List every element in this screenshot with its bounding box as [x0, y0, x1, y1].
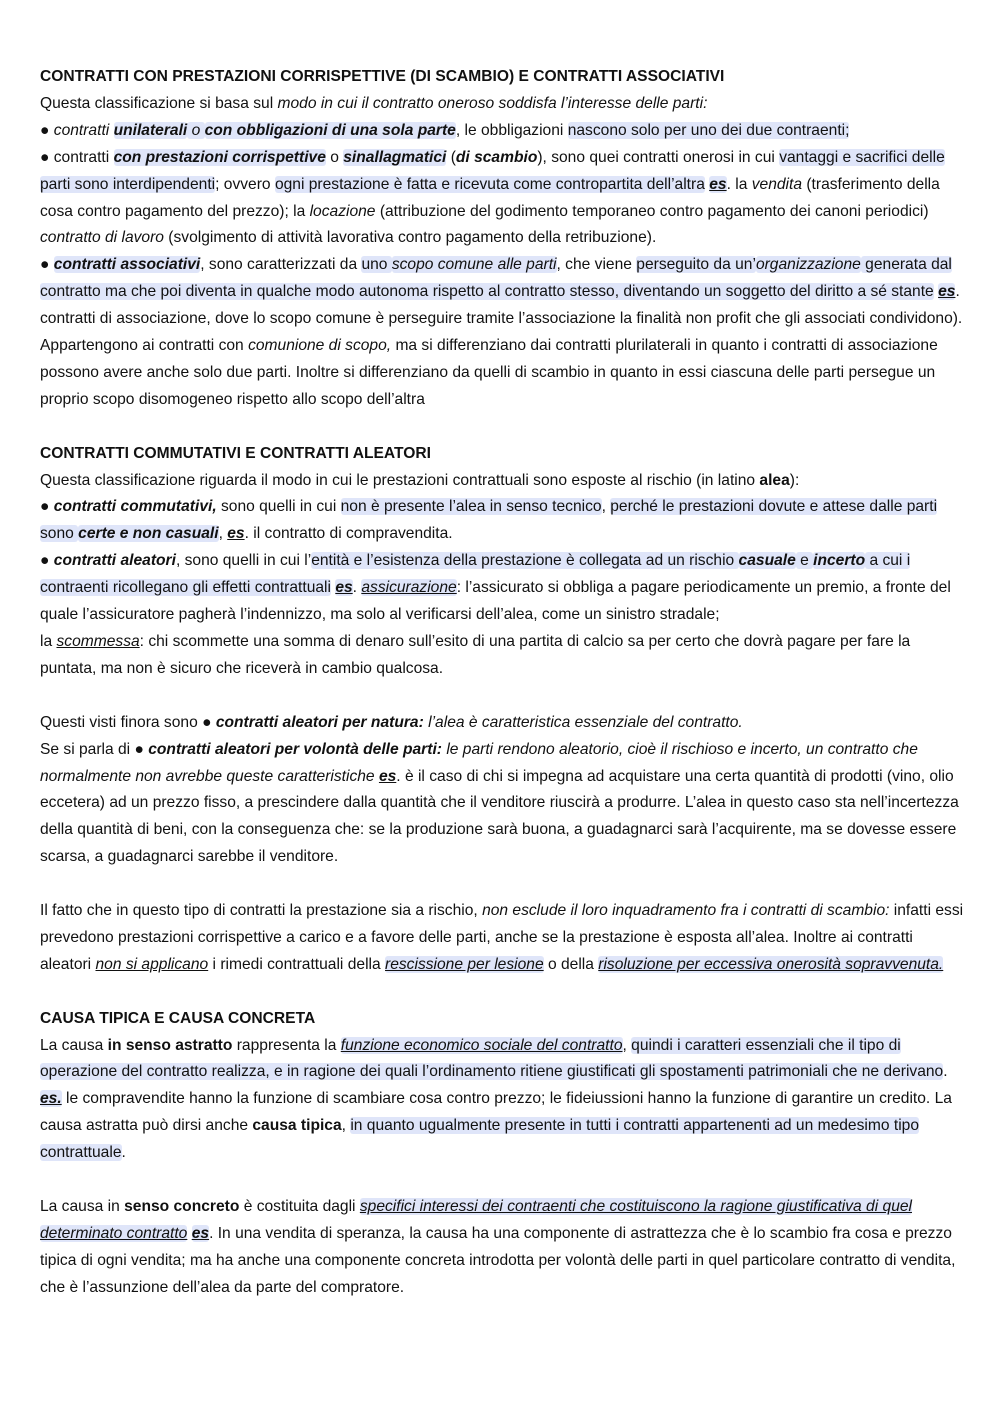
- paragraph-causa-concreta: La causa in senso concreto è costituita dagli specifici interessi dei contraenti che costituiscono la ragione giustificativa di quel determinato contratto es. In una vendita di speranza, la causa ha una componente di astrattezza che è lo scambio fra cosa e prezzo tipica di ogni vendita; ma ha anche una componente concreta introdotta per volontà delle parti in quel particolare contratto di vendita, che è l’assunzione dell’alea da parte del compratore.: [40, 1197, 956, 1296]
- paragraph-scommessa: la scommessa: chi scommette una somma di denaro sull’esito di una partita di calcio sa per certo che dovrà pagare per fare la puntata, ma non è sicuro che riceverà in cambio qualcosa.: [40, 633, 911, 677]
- paragraph-aleatori-per-volonta: Se si parla di ● contratti aleatori per volontà delle parti: le parti rendono aleatorio, cioè il rischioso e incerto, un contratto che normalmente non avrebbe queste caratteristiche es. è il caso di chi si impegna ad acquistare una certa quantità di prodotti (vino, olio eccetera) ad un prezzo fisso, a prescindere dalla quantità che il venditore riuscirà a produrre. L’alea in questo caso sta nell’incertezza della quantità di beni, con la conseguenza che: se la produzione sarà buona, a guadagnarci sarà l’acquirente, ma se dovesse essere scarsa, a guadagnarci sarebbe il venditore.: [40, 740, 959, 866]
- spacer: [40, 414, 965, 441]
- section-title-causa: CAUSA TIPICA E CAUSA CONCRETA: [40, 1009, 316, 1027]
- example-marker: es: [709, 175, 727, 193]
- spacer: [40, 683, 965, 710]
- spacer: [40, 1167, 965, 1194]
- bullet-associativi: ● contratti associativi, sono caratterizzati da uno scopo comune alle parti, che viene perseguito da un’organizzazione generata dal contratto ma che poi diventa in qualche modo autonoma rispetto al contratto stesso, diventando un soggetto del diritto a sé stante es. contratti di associazione, dove lo scopo comune è perseguire tramite l’associazione la finalità non profit che gli associati condividono). Appartengono ai contratti con comunione di scopo, ma si differenziano dai contratti plurilaterali in quanto i contratti di associazione possono avere anche solo due parti. Inoltre si differenziano da quelli di scambio in quanto in essi ciascuna delle parti persegue un proprio scopo disomogeneo rispetto allo scopo dell’altra: [40, 256, 963, 408]
- document-body: [40, 64, 965, 1302]
- bullet-commutativi: ● contratti commutativi, sono quelli in cui non è presente l’alea in senso tecnico, perché le prestazioni dovute e attese dalle parti sono certe e non casuali, es. il contratto di compravendita.: [40, 498, 938, 543]
- spacer: [40, 871, 965, 898]
- paragraph-intro-scambio: Questa classificazione si basa sul modo in cui il contratto oneroso soddisfa l’interesse delle parti:: [40, 94, 708, 112]
- example-marker: es: [191, 1224, 210, 1242]
- bullet-corrispettive: ● contratti con prestazioni corrispettive o sinallagmatici (di scambio), sono quei contratti onerosi in cui vantaggi e sacrifici delle parti sono interdipendenti; ovvero ogni prestazione è fatta e ricevuta come contropartita dell’altra es. la vendita (trasferimento della cosa contro pagamento del prezzo); la locazione (attribuzione del godimento temporaneo contro pagamento dei canoni periodici) contratto di lavoro (svolgimento di attività lavorativa contro pagamento della retribuzione).: [40, 148, 945, 247]
- example-marker: es: [335, 579, 353, 597]
- paragraph-aleatori-per-natura: Questi visti finora sono ● contratti aleatori per natura: l’alea è caratteristica essenziale del contratto.: [40, 713, 743, 731]
- bullet-unilaterali: ● contratti unilaterali o con obbligazioni di una sola parte, le obbligazioni nascono solo per uno dei due contraenti;: [40, 121, 850, 139]
- paragraph-inquadramento: Il fatto che in questo tipo di contratti la prestazione sia a rischio, non esclude il loro inquadramento fra i contratti di scambio: infatti essi prevedono prestazioni corrispettive a carico e a favore delle parti, anche se la prestazione è esposta all’alea. Inoltre ai contratti aleatori non si applicano i rimedi contrattuali della rescissione per lesione o della risoluzione per eccessiva onerosità sopravvenuta.: [40, 902, 964, 973]
- example-marker: es.: [40, 1090, 62, 1108]
- spacer: [40, 979, 965, 1006]
- paragraph-causa-astratta: La causa in senso astratto rappresenta la funzione economico sociale del contratto, quindi i caratteri essenziali che il tipo di operazione del contratto realizza, e in ragione dei quali l’ordinamento ritiene giustificati gli spostamenti patrimoniali che ne derivano. es. le compravendite hanno la funzione di scambiare cosa contro prezzo; le fideiussioni hanno la funzione di garantire un credito. La causa astratta può dirsi anche causa tipica, in quanto ugualmente presente in tutti i contratti appartenenti ad un medesimo tipo contrattuale.: [40, 1036, 952, 1162]
- bullet-aleatori: ● contratti aleatori, sono quelli in cui l’entità e l’esistenza della prestazione è collegata ad un rischio casuale e incerto a cui i contraenti ricollegano gli effetti contrattuali es. assicurazione: l’assicurato si obbliga a pagare periodicamente un premio, a fronte del quale l’assicuratore pagherà l’indennizzo, ma solo al verificarsi dell’alea, come un sinistro stradale;: [40, 552, 951, 624]
- example-marker: es: [227, 525, 245, 543]
- example-marker: es: [378, 767, 397, 785]
- example-marker: es: [938, 283, 956, 301]
- section-title-scambio-associativi: CONTRATTI CON PRESTAZIONI CORRISPETTIVE (DI SCAMBIO) E CONTRATTI ASSOCIATIVI: [40, 68, 725, 85]
- section-title-commutativi-aleatori: CONTRATTI COMMUTATIVI E CONTRATTI ALEATORI: [40, 444, 431, 462]
- paragraph-intro-alea: Questa classificazione riguarda il modo in cui le prestazioni contrattuali sono esposte al rischio (in latino alea):: [40, 471, 800, 489]
